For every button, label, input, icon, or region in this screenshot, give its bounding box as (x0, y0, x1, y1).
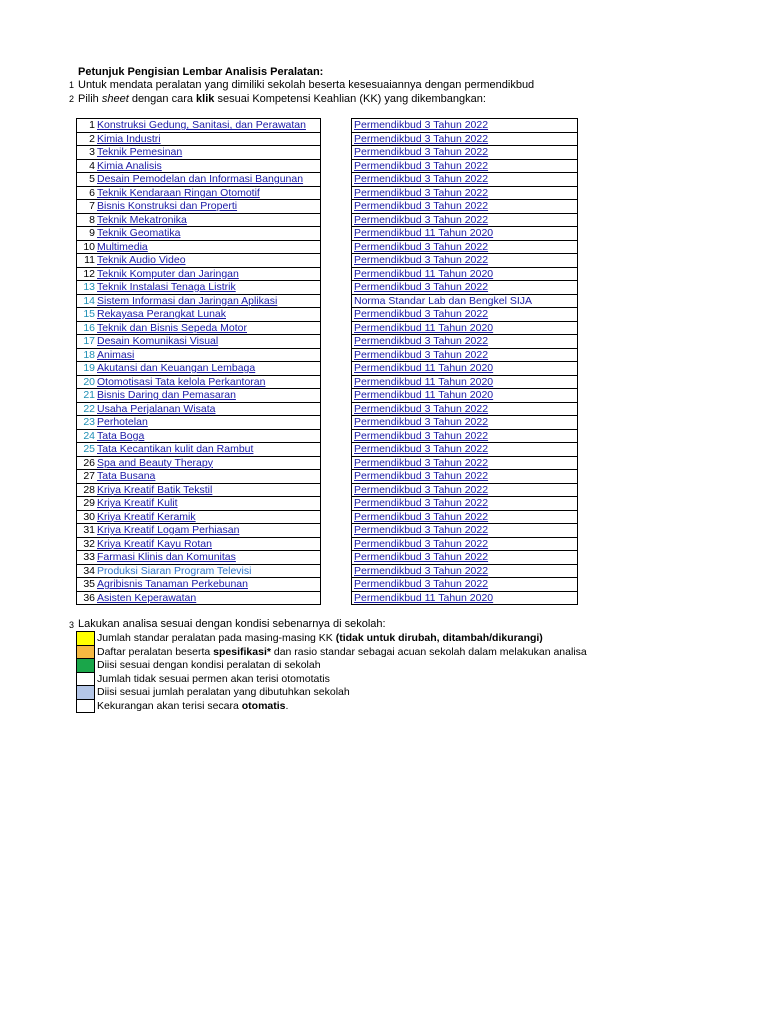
regulation-cell (352, 267, 578, 281)
table-row (77, 537, 321, 551)
kk-cell (96, 402, 321, 416)
regulation-link[interactable]: Permendikbud 3 Tahun 2022 (354, 551, 489, 563)
regulation-link[interactable]: Permendikbud 3 Tahun 2022 (354, 159, 489, 172)
legend-text: Daftar peralatan beserta spesifikasi* dan rasio standar sebagai acuan sekolah dalam melakukan analisa (97, 645, 587, 658)
kompetensi-table (76, 118, 321, 605)
kk-link[interactable]: Teknik Mekatronika (97, 213, 187, 226)
table-row (352, 321, 578, 335)
regulation-cell (352, 132, 578, 146)
table-row (77, 389, 321, 403)
legend-text: Diisi sesuai jumlah peralatan yang dibutuhkan sekolah (97, 686, 350, 698)
kk-cell (96, 146, 321, 160)
table-row (77, 240, 321, 254)
legend-text: Jumlah standar peralatan pada masing-masing KK (tidak untuk dirubah, ditambah/dikurangi) (97, 632, 543, 644)
regulation-link[interactable]: Permendikbud 11 Tahun 2020 (354, 375, 494, 388)
kk-cell (96, 551, 321, 565)
regulation-link[interactable]: Permendikbud 3 Tahun 2022 (354, 240, 489, 253)
regulation-link[interactable]: Permendikbud 3 Tahun 2022 (354, 281, 489, 293)
regulation-cell (352, 402, 578, 416)
kk-cell (96, 132, 321, 146)
row-number: 3 (89, 146, 95, 158)
table-row (352, 267, 578, 281)
regulation-link[interactable]: Permendikbud 11 Tahun 2020 (354, 227, 494, 239)
table-row (77, 227, 321, 241)
table-row (352, 456, 578, 470)
kk-cell (96, 483, 321, 497)
row-number: 14 (83, 294, 95, 307)
kk-link[interactable]: Agribisnis Tanaman Perkebunan (97, 578, 248, 590)
regulation-link[interactable]: Permendikbud 3 Tahun 2022 (354, 564, 489, 577)
table-row (352, 389, 578, 403)
regulation-cell (352, 348, 578, 362)
table-row (352, 335, 578, 349)
kk-link[interactable]: Desain Pemodelan dan Informasi Bangunan (97, 173, 304, 185)
kk-cell (96, 227, 321, 241)
table-row (77, 524, 321, 538)
kk-link[interactable]: Teknik Instalasi Tenaga Listrik (97, 281, 236, 293)
kk-cell (96, 213, 321, 227)
kk-link[interactable]: Kriya Kreatif Kulit (97, 497, 178, 509)
regulation-link[interactable]: Permendikbud 3 Tahun 2022 (354, 470, 489, 482)
regulation-link[interactable]: Permendikbud 3 Tahun 2022 (354, 429, 489, 442)
regulation-cell (352, 483, 578, 497)
kk-cell (96, 254, 321, 268)
kk-link[interactable]: Teknik Kendaraan Ringan Otomotif (97, 186, 260, 199)
row-number: 6 (89, 186, 95, 199)
table-row (352, 362, 578, 376)
regulation-cell (352, 443, 578, 457)
step-3-text: Lakukan analisa sesuai dengan kondisi sebenarnya di sekolah: (78, 618, 386, 630)
table-row (352, 537, 578, 551)
table-row (352, 281, 578, 295)
table-row (77, 213, 321, 227)
row-number: 33 (83, 551, 95, 563)
regulation-cell (352, 551, 578, 565)
row-number: 24 (83, 429, 95, 442)
legend-item (77, 632, 588, 646)
row-number: 9 (89, 227, 95, 239)
kk-link[interactable]: Spa and Beauty Therapy (97, 456, 213, 469)
table-row (352, 186, 578, 200)
table-row (352, 443, 578, 457)
table-row (352, 375, 578, 389)
kk-cell (96, 321, 321, 335)
legend-swatch (77, 659, 95, 673)
legend-swatch (77, 645, 95, 659)
row-number: 17 (83, 335, 95, 347)
kk-cell (96, 429, 321, 443)
kk-cell (96, 200, 321, 214)
kk-link[interactable]: Multimedia (97, 240, 148, 253)
row-number: 20 (83, 375, 95, 388)
legend-text: Jumlah tidak sesuai permen akan terisi otomotatis (97, 672, 330, 685)
legend-swatch (77, 699, 95, 713)
regulation-cell (352, 335, 578, 349)
table-row (352, 402, 578, 416)
row-number: 30 (83, 510, 95, 523)
kk-link[interactable]: Tata Kecantikan kulit dan Rambut (97, 443, 254, 455)
table-row (77, 429, 321, 443)
row-number: 25 (83, 443, 95, 455)
kk-link[interactable]: Rekayasa Perangkat Lunak (97, 308, 226, 320)
kk-cell (96, 375, 321, 389)
kk-cell (96, 389, 321, 403)
regulation-cell (352, 578, 578, 592)
row-number: 11 (84, 254, 95, 266)
table-row (352, 308, 578, 322)
regulation-link[interactable]: Permendikbud 3 Tahun 2022 (354, 173, 489, 185)
regulation-cell (352, 213, 578, 227)
table-row (77, 321, 321, 335)
table-row (352, 348, 578, 362)
regulation-link[interactable]: Permendikbud 3 Tahun 2022 (354, 510, 489, 523)
row-number: 35 (83, 578, 95, 590)
row-number: 29 (83, 497, 95, 509)
table-row (352, 240, 578, 254)
row-number: 2 (89, 132, 95, 145)
table-row (77, 281, 321, 295)
regulation-cell (352, 240, 578, 254)
kk-link[interactable]: Akutansi dan Keuangan Lembaga (97, 362, 256, 374)
regulation-link[interactable]: Permendikbud 3 Tahun 2022 (354, 524, 489, 536)
kk-cell (96, 578, 321, 592)
legend-item (77, 686, 588, 700)
regulation-link[interactable]: Permendikbud 11 Tahun 2020 (354, 389, 494, 401)
regulation-link[interactable]: Permendikbud 3 Tahun 2022 (354, 537, 489, 550)
regulation-cell (352, 429, 578, 443)
regulation-cell (352, 524, 578, 538)
regulation-cell (352, 497, 578, 511)
kk-cell (96, 173, 321, 187)
kk-cell (96, 510, 321, 524)
kk-link[interactable]: Usaha Perjalanan Wisata (97, 402, 216, 415)
table-row (77, 497, 321, 511)
row-number: 10 (83, 240, 95, 253)
table-row (352, 227, 578, 241)
regulation-cell (352, 227, 578, 241)
kk-cell (96, 456, 321, 470)
table-row (352, 483, 578, 497)
kk-link[interactable]: Teknik dan Bisnis Sepeda Motor (97, 321, 247, 334)
table-row (77, 146, 321, 160)
kk-cell (96, 524, 321, 538)
kk-cell (96, 267, 321, 281)
regulation-table (351, 118, 578, 605)
regulation-cell (352, 591, 578, 605)
regulation-cell (352, 200, 578, 214)
table-row (77, 159, 321, 173)
row-number: 27 (83, 470, 95, 482)
kk-cell (96, 294, 321, 308)
kk-link[interactable]: Kriya Kreatif Keramik (97, 510, 196, 523)
row-number: 26 (83, 456, 95, 469)
step-number-2: 2 (68, 94, 74, 104)
regulation-link[interactable]: Permendikbud 3 Tahun 2022 (354, 497, 489, 509)
row-number: 31 (83, 524, 95, 536)
regulation-link[interactable]: Permendikbud 11 Tahun 2020 (354, 362, 494, 374)
regulation-cell (352, 186, 578, 200)
legend-swatch (77, 686, 95, 700)
regulation-cell (352, 510, 578, 524)
table-row (77, 443, 321, 457)
table-row (352, 132, 578, 146)
step-number-1: 1 (68, 80, 74, 90)
kk-link[interactable]: Tata Boga (97, 429, 145, 442)
regulation-link[interactable]: Permendikbud 3 Tahun 2022 (354, 146, 489, 158)
row-number: 18 (83, 348, 95, 361)
kk-cell (96, 119, 321, 133)
regulation-link[interactable]: Permendikbud 3 Tahun 2022 (354, 456, 489, 469)
table-row (77, 308, 321, 322)
table-row (77, 591, 321, 605)
regulation-link[interactable]: Permendikbud 3 Tahun 2022 (354, 483, 489, 496)
regulation-link[interactable]: Permendikbud 11 Tahun 2020 (354, 267, 494, 280)
table-row (352, 254, 578, 268)
step-2-text: Pilih sheet dengan cara klik sesuai Kompetensi Keahlian (KK) yang dikembangkan: (78, 93, 486, 105)
table-row (77, 402, 321, 416)
regulation-cell (352, 146, 578, 160)
table-row (352, 524, 578, 538)
regulation-cell (352, 119, 578, 133)
legend-item (77, 699, 588, 713)
kk-cell (96, 362, 321, 376)
kk-link[interactable]: Konstruksi Gedung, Sanitasi, dan Perawatan (97, 119, 306, 131)
regulation-link[interactable]: Norma Standar Lab dan Bengkel SIJA (354, 294, 533, 307)
legend-item (77, 672, 588, 686)
kk-cell (96, 564, 321, 578)
legend-item (77, 645, 588, 659)
row-number: 21 (83, 389, 95, 401)
table-row (352, 578, 578, 592)
kk-link[interactable]: Desain Komunikasi Visual (97, 335, 219, 347)
table-row (352, 591, 578, 605)
kk-link[interactable]: Teknik Audio Video (97, 254, 186, 266)
step-number-3: 3 (68, 620, 74, 630)
regulation-link[interactable]: Permendikbud 3 Tahun 2022 (354, 402, 489, 415)
regulation-link[interactable]: Permendikbud 3 Tahun 2022 (354, 348, 489, 361)
row-number: 16 (83, 321, 95, 334)
row-number: 4 (89, 159, 95, 172)
row-number: 8 (89, 213, 95, 226)
table-row (352, 564, 578, 578)
table-row (77, 200, 321, 214)
regulation-cell (352, 254, 578, 268)
kk-link[interactable]: Bisnis Daring dan Pemasaran (97, 389, 236, 401)
regulation-cell (352, 564, 578, 578)
kk-link[interactable]: Kimia Analisis (97, 159, 162, 172)
kk-link[interactable]: Kriya Kreatif Kayu Rotan (97, 537, 212, 550)
table-row (352, 159, 578, 173)
kk-cell (96, 348, 321, 362)
regulation-cell (352, 308, 578, 322)
kk-link[interactable]: Farmasi Klinis dan Komunitas (97, 551, 236, 563)
table-row (352, 294, 578, 308)
kk-link[interactable]: Asisten Keperawatan (97, 591, 197, 604)
table-row (77, 119, 321, 133)
kk-link[interactable]: Produksi Siaran Program Televisi (97, 564, 252, 577)
kk-cell (96, 159, 321, 173)
regulation-link[interactable]: Permendikbud 3 Tahun 2022 (354, 132, 489, 145)
table-row (77, 375, 321, 389)
kk-link[interactable]: Teknik Pemesinan (97, 146, 183, 158)
table-row (77, 348, 321, 362)
row-number: 32 (83, 537, 95, 550)
table-row (77, 294, 321, 308)
regulation-cell (352, 375, 578, 389)
kk-link[interactable]: Perhotelan (97, 416, 148, 428)
regulation-cell (352, 456, 578, 470)
kk-cell (96, 240, 321, 254)
table-row (77, 510, 321, 524)
table-row (352, 551, 578, 565)
legend-swatch (77, 672, 95, 686)
table-row (352, 119, 578, 133)
table-row (77, 470, 321, 484)
kk-cell (96, 416, 321, 430)
page-title: Petunjuk Pengisian Lembar Analisis Peralatan: (78, 66, 324, 78)
regulation-link[interactable]: Permendikbud 3 Tahun 2022 (354, 213, 489, 226)
kk-link[interactable]: Tata Busana (97, 470, 156, 482)
regulation-cell (352, 321, 578, 335)
kk-cell (96, 186, 321, 200)
table-row (352, 470, 578, 484)
kk-link[interactable]: Kriya Kreatif Logam Perhiasan (97, 524, 240, 536)
regulation-cell (352, 281, 578, 295)
regulation-cell (352, 173, 578, 187)
regulation-cell (352, 537, 578, 551)
regulation-cell (352, 470, 578, 484)
kk-cell (96, 308, 321, 322)
kk-cell (96, 281, 321, 295)
regulation-cell (352, 294, 578, 308)
regulation-link[interactable]: Permendikbud 3 Tahun 2022 (354, 578, 489, 590)
table-row (352, 173, 578, 187)
row-number: 22 (83, 402, 95, 415)
row-number: 1 (89, 119, 95, 131)
regulation-cell (352, 416, 578, 430)
table-row (352, 429, 578, 443)
row-number: 28 (83, 483, 95, 496)
kk-link[interactable]: Teknik Komputer dan Jaringan (97, 267, 239, 280)
regulation-link[interactable]: Permendikbud 3 Tahun 2022 (354, 119, 489, 131)
table-row (77, 578, 321, 592)
kk-link[interactable]: Kriya Kreatif Batik Tekstil (97, 483, 213, 496)
kk-link[interactable]: Sistem Informasi dan Jaringan Aplikasi (97, 294, 278, 307)
step-1-text: Untuk mendata peralatan yang dimiliki sekolah beserta kesesuaiannya dengan permendikbud (78, 79, 535, 91)
table-row (77, 132, 321, 146)
row-number: 13 (83, 281, 95, 293)
kk-link[interactable]: Bisnis Konstruksi dan Properti (97, 200, 238, 212)
table-row (77, 564, 321, 578)
regulation-link[interactable]: Permendikbud 3 Tahun 2022 (354, 443, 489, 455)
row-number: 19 (83, 362, 95, 374)
kk-cell (96, 591, 321, 605)
regulation-link[interactable]: Permendikbud 3 Tahun 2022 (354, 200, 489, 212)
regulation-link[interactable]: Permendikbud 11 Tahun 2020 (354, 321, 494, 334)
table-row (77, 456, 321, 470)
table-row (77, 254, 321, 268)
row-number: 15 (83, 308, 95, 320)
kk-cell (96, 335, 321, 349)
regulation-link[interactable]: Permendikbud 3 Tahun 2022 (354, 254, 489, 266)
regulation-cell (352, 159, 578, 173)
legend-text: Diisi sesuai dengan kondisi peralatan di sekolah (97, 659, 321, 671)
table-row (352, 497, 578, 511)
table-row (77, 483, 321, 497)
row-number: 5 (89, 173, 95, 185)
regulation-cell (352, 362, 578, 376)
table-row (352, 416, 578, 430)
kk-link[interactable]: Animasi (97, 348, 135, 361)
row-number: 36 (83, 591, 95, 604)
legend-swatch (77, 632, 95, 646)
legend-text: Kekurangan akan terisi secara otomatis. (97, 699, 289, 712)
table-row (77, 362, 321, 376)
regulation-cell (352, 389, 578, 403)
table-row (77, 335, 321, 349)
kk-link[interactable]: Kimia Industri (97, 132, 161, 145)
row-number: 23 (83, 416, 95, 428)
table-row (77, 173, 321, 187)
regulation-link[interactable]: Permendikbud 3 Tahun 2022 (354, 186, 489, 199)
regulation-link[interactable]: Permendikbud 11 Tahun 2020 (354, 591, 494, 604)
row-number: 12 (83, 267, 95, 280)
regulation-link[interactable]: Permendikbud 3 Tahun 2022 (354, 416, 489, 428)
legend-table (76, 631, 588, 713)
table-row (352, 510, 578, 524)
regulation-link[interactable]: Permendikbud 3 Tahun 2022 (354, 308, 489, 320)
row-number: 34 (83, 564, 95, 577)
kk-cell (96, 470, 321, 484)
kk-link[interactable]: Otomotisasi Tata kelola Perkantoran (97, 375, 266, 388)
row-number: 7 (89, 200, 95, 212)
kk-cell (96, 497, 321, 511)
table-row (77, 186, 321, 200)
table-row (352, 146, 578, 160)
table-row (77, 551, 321, 565)
regulation-link[interactable]: Permendikbud 3 Tahun 2022 (354, 335, 489, 347)
kk-cell (96, 537, 321, 551)
kk-link[interactable]: Teknik Geomatika (97, 227, 181, 239)
table-row (77, 267, 321, 281)
table-row (77, 416, 321, 430)
table-row (352, 213, 578, 227)
kk-cell (96, 443, 321, 457)
table-row (352, 200, 578, 214)
legend-item (77, 659, 588, 673)
